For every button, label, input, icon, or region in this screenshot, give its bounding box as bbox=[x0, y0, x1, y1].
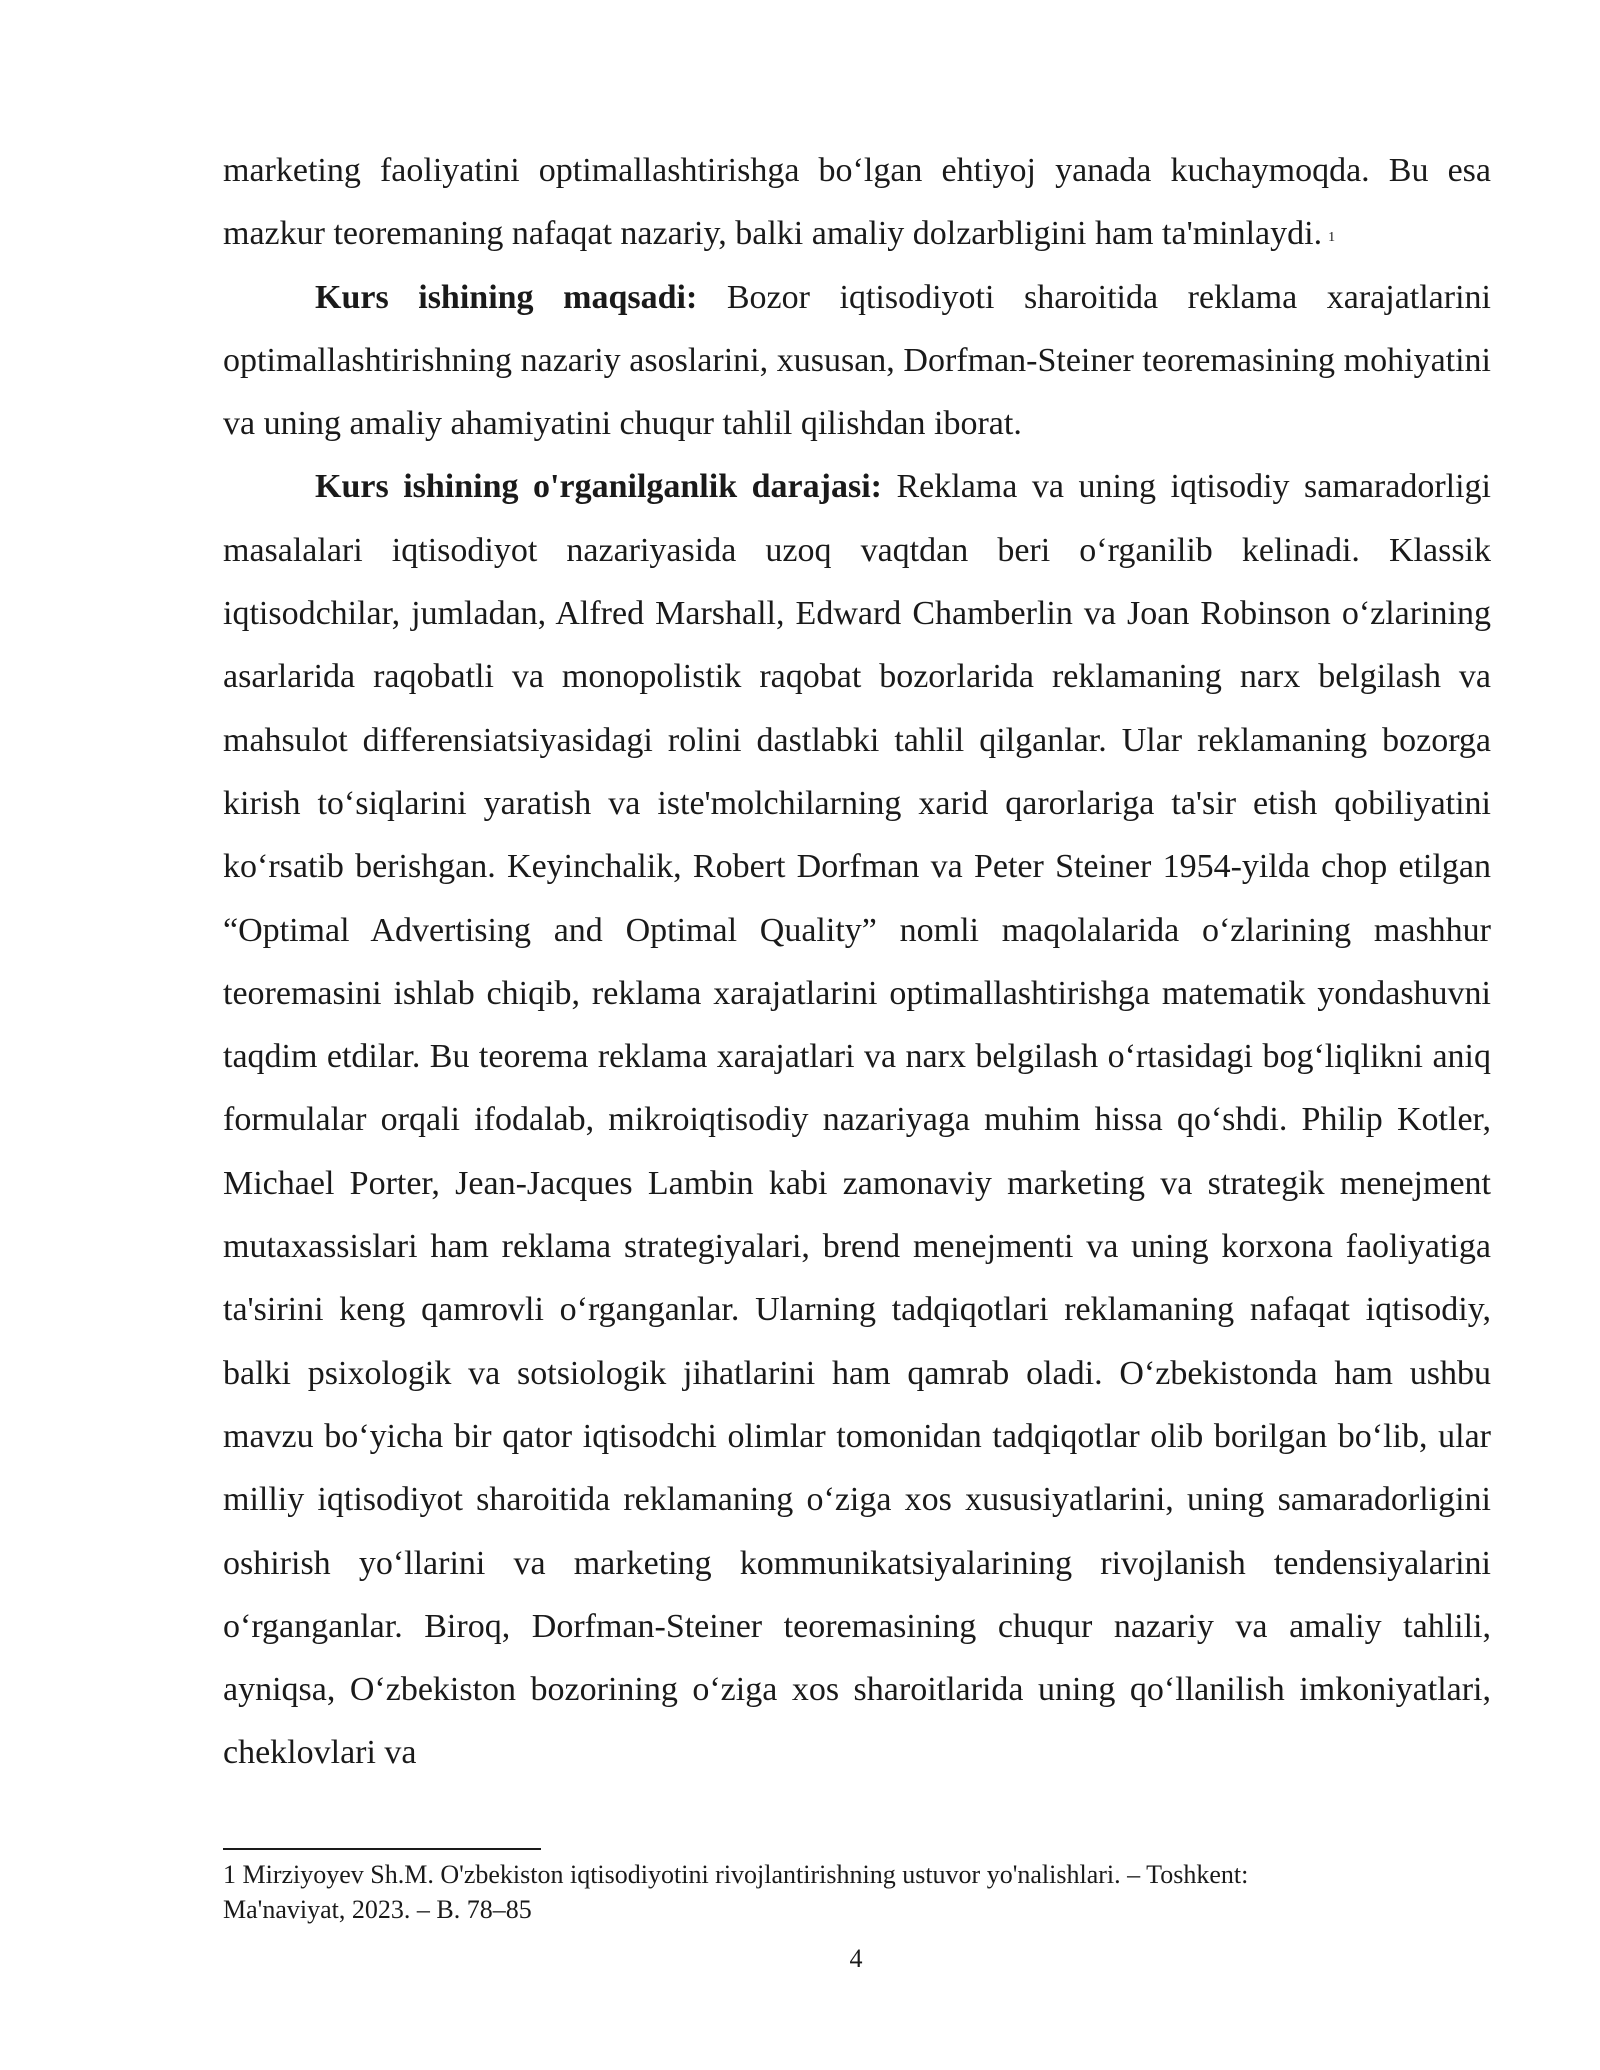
body-text bbox=[223, 139, 1491, 1785]
intro-text: marketing faoliyatini optimallashtirishga bo‘lgan ehtiyoj yanada kuchaymoqda. Bu esa mazkur teoremaning nafaqat nazariy, balki amaliy dolzarbligini ham ta'minlaydi. bbox=[223, 152, 1491, 253]
footnote-divider bbox=[223, 1848, 541, 1850]
footnote-line-2: Ma'naviyat, 2023. – B. 78–85 bbox=[223, 1895, 532, 1924]
study-paragraph bbox=[223, 455, 1491, 1784]
study-label: Kurs ishining o'rganilganlik darajasi: bbox=[315, 468, 882, 506]
study-text: Reklama va uning iqtisodiy samaradorligi masalalari iqtisodiyot nazariyasida uzoq vaqtdan beri o‘rganilib kelinadi. Klassik iqtisodchilar, jumladan, Alfred Marshall, Edward Chamberlin va Joan Robinson o‘zlarining asarlarida raqobatli va monopolistik raqobat bozorlarida reklamaning narx belgilash va mahsulot differensiatsiyasidagi rolini dastlabki tahlil qilganlar. Ular reklamaning bozorga kirish to‘siqlarini yaratish va iste'molchilarning xarid qarorlariga ta'sir etish qobiliyatini ko‘rsatib berishgan. Keyinchalik, Robert Dorfman va Peter Steiner 1954-yilda chop etilgan “Optimal Advertising and Optimal Quality” nomli maqolalarida o‘zlarining mashhur teoremasini ishlab chiqib, reklama xarajatlarini optimallashtirishga matematik yondashuvni taqdim etdilar. Bu teorema reklama xarajatlari va narx belgilash o‘rtasidagi bog‘liqlikni aniq formulalar orqali ifodalab, mikroiqtisodiy nazariyaga muhim hissa qo‘shdi. Philip Kotler, Michael Porter, Jean-Jacques Lambin kabi zamonaviy marketing va strategik menejment mutaxassislari ham reklama strategiyalari, brend menejmenti va uning korxona faoliyatiga ta'sirini keng qamrovli o‘rganganlar. Ularning tadqiqotlari reklamaning nafaqat iqtisodiy, balki psixologik va sotsiologik jihatlarini ham qamrab oladi. O‘zbekistonda ham ushbu mavzu bo‘yicha bir qator iqtisodchi olimlar tomonidan tadqiqotlar olib borilgan bo‘lib, ular milliy iqtisodiyot sharoitida reklamaning o‘ziga xos xususiyatlarini, uning samaradorligini oshirish yo‘llarini va marketing kommunikatsiyalarining rivojlanish tendensiyalarini o‘rganganlar. Biroq, Dorfman-Steiner teoremasining chuqur nazariy va amaliy tahlili, ayniqsa, O‘zbekiston bozorining o‘ziga xos sharoitlarida uning qo‘llanilish imkoniyatlari, cheklovlari va bbox=[223, 468, 1491, 1772]
footnote-reference[interactable]: 1 bbox=[1328, 230, 1336, 246]
goal-label: Kurs ishining maqsadi: bbox=[315, 278, 698, 316]
footnote-line-1: 1 Mirziyoyev Sh.M. O'zbekiston iqtisodiyotini rivojlantirishning ustuvor yo'nalishlari. – Toshkent: bbox=[223, 1860, 1249, 1889]
footnote bbox=[223, 1857, 1491, 1927]
goal-text: Bozor iqtisodiyoti sharoitida reklama xarajatlarini optimallashtirishning nazariy asoslarini, xususan, Dorfman-Steiner teoremasining mohiyatini va uning amaliy ahamiyatini chuqur tahlil qilishdan iborat. bbox=[223, 278, 1491, 443]
goal-paragraph bbox=[223, 266, 1491, 456]
page-number: 4 bbox=[849, 1944, 863, 1973]
intro-paragraph bbox=[223, 139, 1491, 266]
